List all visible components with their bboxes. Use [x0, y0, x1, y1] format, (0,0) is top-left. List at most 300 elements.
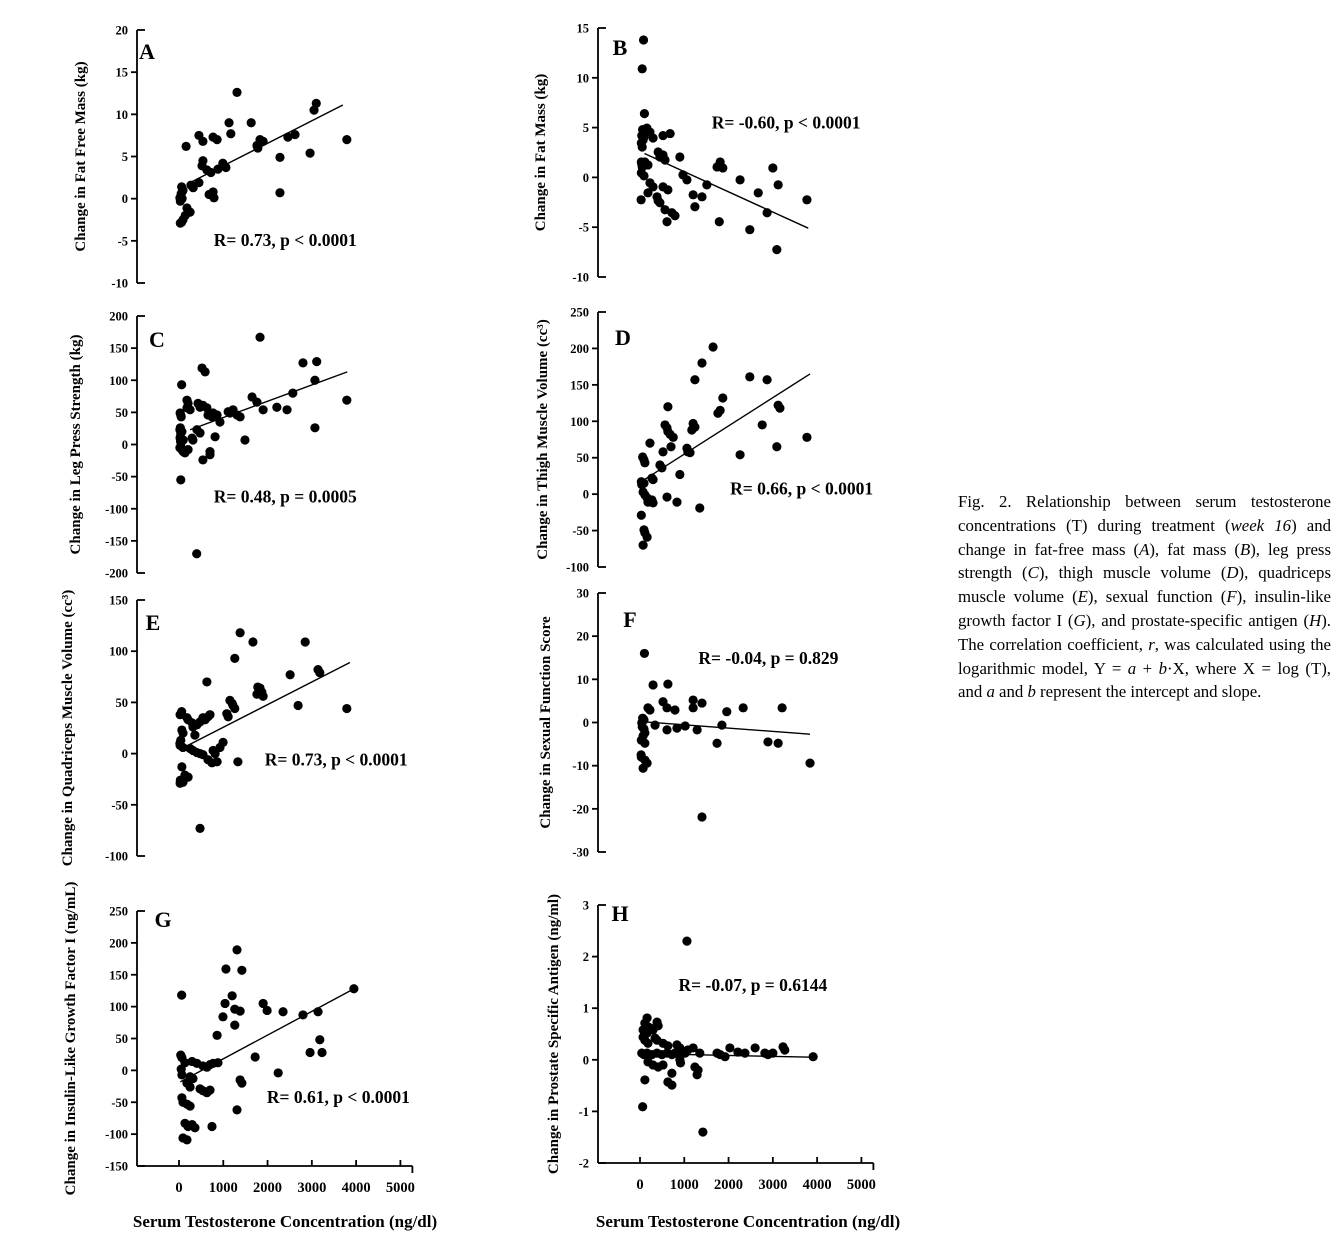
data-point	[663, 402, 672, 411]
y-tick-label: 100	[109, 373, 128, 388]
data-point	[202, 677, 211, 686]
caption-segment: ·X, where X = log (T), and	[958, 658, 1331, 702]
data-point	[317, 1048, 326, 1057]
data-point	[666, 442, 675, 451]
data-point	[805, 758, 814, 767]
data-point	[305, 1048, 314, 1057]
y-tick-label: -50	[111, 798, 128, 813]
data-point	[178, 215, 187, 224]
data-point	[230, 704, 239, 713]
caption-segment: C	[1027, 563, 1039, 583]
data-point	[772, 442, 781, 451]
y-tick-label: -50	[111, 470, 128, 485]
data-point	[774, 180, 783, 189]
data-point	[224, 712, 233, 721]
x-tick-label: 5000	[846, 1177, 876, 1193]
correlation-annotation: R= 0.73, p < 0.0001	[213, 229, 357, 250]
data-point	[255, 333, 264, 342]
y-tick-label: -100	[105, 502, 128, 517]
data-point	[666, 129, 675, 138]
correlation-annotation: R= -0.07, p = 0.6144	[678, 974, 828, 995]
caption-segment: ), sexual function (	[1087, 587, 1227, 607]
caption-segment: E	[1077, 587, 1088, 607]
panel-letter: G	[154, 907, 172, 932]
y-tick-label: 10	[115, 107, 128, 122]
y-tick-label: 250	[109, 904, 128, 919]
data-point	[212, 757, 221, 766]
data-point	[667, 1069, 676, 1078]
x-axis-title-left: Serum Testosterone Concentration (ng/dl)	[132, 1212, 438, 1231]
y-tick-label: 200	[570, 341, 589, 356]
data-point	[772, 245, 781, 254]
y-tick-label: 2	[582, 950, 589, 965]
y-tick-label: -5	[117, 234, 128, 249]
caption-segment: and	[994, 682, 1028, 702]
data-point	[648, 680, 657, 689]
y-tick-label: 15	[576, 21, 589, 36]
data-point	[210, 432, 219, 441]
caption-segment: ), leg press strength (	[958, 539, 1331, 583]
data-point	[212, 135, 221, 144]
correlation-annotation: R= 0.61, p < 0.0001	[266, 1087, 410, 1108]
y-tick-label: -1	[578, 1104, 589, 1119]
data-point	[218, 738, 227, 747]
data-point	[802, 433, 811, 442]
data-point	[718, 393, 727, 402]
correlation-annotation: R= 0.73, p < 0.0001	[264, 749, 408, 770]
data-point	[177, 762, 186, 771]
data-point	[682, 175, 691, 184]
data-point	[768, 163, 777, 172]
x-tick-label: 1000	[208, 1180, 238, 1196]
data-point	[670, 705, 679, 714]
data-point	[298, 358, 307, 367]
panel-letter: B	[612, 35, 628, 60]
data-point	[638, 1102, 647, 1111]
data-point	[638, 142, 647, 151]
panel-letter: A	[139, 39, 155, 64]
y-tick-label: 5	[121, 150, 128, 164]
data-point	[251, 1052, 260, 1061]
data-point	[185, 1082, 194, 1091]
data-point	[735, 175, 744, 184]
x-tick-label: 3000	[758, 1177, 788, 1193]
panel-letter: F	[623, 607, 637, 632]
panel-A	[73, 24, 357, 291]
y-tick-label: 100	[570, 414, 589, 429]
caption-segment: Fig. 2. Relationship between serum testosterone concentrations (T) during treatment (	[958, 492, 1331, 535]
y-tick-label: 3	[582, 898, 589, 913]
data-point	[310, 423, 319, 432]
data-point	[669, 433, 678, 442]
y-tick-label: 0	[121, 747, 128, 762]
y-tick-label: 30	[576, 586, 589, 601]
correlation-annotation: R= 0.66, p < 0.0001	[730, 478, 874, 499]
y-tick-label: 50	[576, 451, 589, 466]
data-point	[640, 1075, 649, 1084]
caption-segment: D	[1226, 563, 1239, 583]
data-point	[639, 35, 648, 44]
data-point	[309, 106, 318, 115]
y-axis-title: Change in Leg Press Strength (kg)	[68, 334, 84, 555]
data-point	[763, 737, 772, 746]
trend-line	[190, 105, 343, 183]
data-point	[282, 405, 291, 414]
data-point	[637, 511, 646, 520]
data-point	[735, 450, 744, 459]
data-point	[693, 1070, 702, 1079]
y-tick-label: 10	[576, 71, 589, 86]
correlation-annotation: R= -0.60, p < 0.0001	[711, 112, 861, 133]
data-point	[718, 163, 727, 172]
data-point	[176, 475, 185, 484]
data-point	[294, 701, 303, 710]
data-point	[232, 945, 241, 954]
data-point	[224, 118, 233, 127]
x-tick-label: 3000	[297, 1180, 327, 1196]
data-point	[205, 450, 214, 459]
data-point	[670, 211, 679, 220]
data-point	[780, 1045, 789, 1054]
data-point	[286, 670, 295, 679]
data-point	[185, 405, 194, 414]
x-axis-title-right: Serum Testosterone Concentration (ng/dl)	[595, 1212, 901, 1231]
panel-D	[535, 306, 873, 575]
data-point	[712, 739, 721, 748]
y-tick-label: -5	[578, 220, 589, 235]
data-point	[638, 541, 647, 550]
data-point	[725, 1043, 734, 1052]
caption-segment: ) and change in fat-free mass (	[958, 515, 1331, 559]
data-point	[205, 710, 214, 719]
data-point	[778, 703, 787, 712]
data-point	[675, 152, 684, 161]
data-point	[232, 1105, 241, 1114]
caption-segment: ), fat mass (	[1149, 539, 1240, 559]
data-point	[192, 549, 201, 558]
data-point	[637, 195, 646, 204]
data-point	[226, 129, 235, 138]
y-tick-label: 15	[115, 65, 128, 80]
caption-segment: b	[1158, 658, 1168, 678]
y-tick-label: 5	[582, 121, 589, 136]
y-axis-title: Change in Insulin-Like Growth Factor I (ng/mL)	[63, 881, 79, 1196]
data-point	[775, 404, 784, 413]
caption-segment: b	[1027, 682, 1036, 702]
data-point	[275, 153, 284, 162]
data-point	[248, 637, 257, 646]
trend-line	[190, 372, 347, 430]
data-point	[176, 197, 185, 206]
data-point	[640, 649, 649, 658]
data-point	[675, 470, 684, 479]
panel-C	[68, 310, 357, 581]
y-tick-label: -50	[572, 524, 589, 539]
data-point	[754, 188, 763, 197]
y-tick-label: -150	[105, 534, 128, 549]
data-point	[676, 1058, 685, 1067]
y-axis-title: Change in Fat Free Mass (kg)	[73, 61, 89, 252]
data-point	[745, 225, 754, 234]
y-tick-label: 200	[109, 309, 128, 324]
data-point	[230, 1021, 239, 1030]
data-point	[695, 503, 704, 512]
data-point	[236, 1006, 245, 1015]
panel-G	[63, 882, 415, 1196]
data-point	[745, 372, 754, 381]
data-point	[177, 991, 186, 1000]
data-point	[638, 64, 647, 73]
y-tick-label: 50	[115, 405, 128, 420]
y-tick-label: -50	[111, 1095, 128, 1110]
caption-segment: week 16	[1230, 515, 1292, 535]
data-point	[228, 991, 237, 1000]
panel-B	[533, 22, 861, 285]
panel-letter: C	[149, 327, 165, 352]
data-point	[682, 937, 691, 946]
y-tick-label: 250	[570, 305, 589, 320]
data-point	[662, 492, 671, 501]
caption-segment: ), and prostate-specific antigen (	[1085, 610, 1310, 630]
y-tick-label: 0	[582, 170, 589, 185]
correlation-annotation: R= 0.48, p = 0.0005	[213, 486, 357, 507]
caption-segment: A	[1139, 539, 1150, 559]
trend-line	[188, 662, 350, 745]
y-axis-title: Change in Sexual Function Score	[538, 616, 554, 829]
data-point	[259, 692, 268, 701]
x-tick-label: 2000	[253, 1180, 283, 1196]
caption-segment: r	[1148, 634, 1155, 654]
data-point	[188, 435, 197, 444]
data-point	[209, 193, 218, 202]
y-tick-label: -200	[105, 566, 128, 581]
data-point	[201, 367, 210, 376]
data-point	[645, 439, 654, 448]
data-point	[312, 357, 321, 366]
data-point	[275, 188, 284, 197]
data-point	[189, 183, 198, 192]
data-point	[774, 739, 783, 748]
data-point	[697, 698, 706, 707]
panel-H	[546, 894, 876, 1193]
x-tick-label: 2000	[714, 1177, 744, 1193]
data-point	[263, 1006, 272, 1015]
caption-segment: represent the intercept and slope.	[1035, 682, 1262, 702]
data-point	[758, 420, 767, 429]
data-point	[212, 1031, 221, 1040]
y-tick-label: -30	[572, 845, 589, 860]
data-point	[177, 380, 186, 389]
y-tick-label: 1	[582, 1001, 589, 1016]
y-tick-label: -100	[105, 849, 128, 864]
data-point	[177, 1070, 186, 1079]
y-tick-label: 20	[115, 23, 128, 38]
data-point	[663, 185, 672, 194]
data-point	[640, 739, 649, 748]
data-point	[236, 628, 245, 637]
data-point	[642, 533, 651, 542]
data-point	[183, 445, 192, 454]
caption-segment: a	[986, 682, 995, 702]
figure-caption	[958, 490, 1331, 704]
data-point	[274, 1068, 283, 1077]
data-point	[272, 403, 281, 412]
data-point	[230, 654, 239, 663]
data-point	[185, 1101, 194, 1110]
y-tick-label: 20	[576, 629, 589, 644]
data-point	[305, 149, 314, 158]
data-point	[643, 160, 652, 169]
data-point	[236, 412, 245, 421]
data-point	[654, 1021, 663, 1030]
data-point	[232, 88, 241, 97]
data-point	[195, 428, 204, 437]
x-tick-label: 4000	[802, 1177, 832, 1193]
data-point	[190, 731, 199, 740]
y-tick-label: 150	[109, 341, 128, 356]
y-tick-label: 10	[576, 672, 589, 687]
data-point	[708, 342, 717, 351]
data-point	[278, 1007, 287, 1016]
data-point	[695, 1048, 704, 1057]
data-point	[722, 707, 731, 716]
data-point	[342, 135, 351, 144]
y-tick-label: 0	[121, 192, 128, 207]
caption-segment: , was calculated using the logarithmic model, Y =	[958, 634, 1331, 678]
data-point	[342, 704, 351, 713]
y-tick-label: -2	[578, 1156, 589, 1171]
y-tick-label: 0	[582, 716, 589, 730]
data-point	[349, 984, 358, 993]
y-tick-label: 100	[109, 644, 128, 659]
y-tick-label: -10	[111, 276, 128, 291]
data-point	[751, 1043, 760, 1052]
data-point	[640, 458, 649, 467]
data-point	[259, 405, 268, 414]
data-point	[689, 703, 698, 712]
data-point	[182, 1135, 191, 1144]
data-point	[658, 447, 667, 456]
data-point	[690, 202, 699, 211]
correlation-annotation: R= -0.04, p = 0.829	[698, 647, 839, 668]
data-point	[233, 757, 242, 766]
caption-segment: ), quadriceps muscle volume (	[958, 563, 1331, 607]
data-point	[342, 396, 351, 405]
data-point	[762, 375, 771, 384]
data-point	[658, 1060, 667, 1069]
data-point	[198, 137, 207, 146]
y-tick-label: -10	[572, 270, 589, 285]
data-point	[220, 999, 229, 1008]
data-point	[237, 1079, 246, 1088]
y-tick-label: 50	[115, 695, 128, 710]
data-point	[720, 1052, 729, 1061]
data-point	[697, 358, 706, 367]
x-tick-label: 1000	[669, 1177, 699, 1193]
caption-segment: +	[1136, 658, 1159, 678]
data-point	[181, 142, 190, 151]
y-axis-title: Change in Quadriceps Muscle Volume (cc³)	[60, 589, 76, 867]
data-point	[639, 171, 648, 180]
y-tick-label: 150	[109, 968, 128, 983]
data-point	[207, 1122, 216, 1131]
panel-letter: D	[615, 325, 631, 350]
y-tick-label: -10	[572, 759, 589, 774]
caption-segment: a	[1127, 658, 1137, 678]
x-tick-label: 4000	[341, 1180, 371, 1196]
caption-segment: ), thigh muscle volume (	[1038, 563, 1227, 583]
x-tick-label: 0	[636, 1177, 644, 1193]
y-tick-label: -100	[566, 560, 589, 575]
data-point	[240, 435, 249, 444]
data-point	[640, 109, 649, 118]
panel-F	[538, 587, 839, 860]
caption-segment: F	[1226, 587, 1237, 607]
x-tick-label: 5000	[385, 1180, 415, 1196]
data-point	[698, 1127, 707, 1136]
y-tick-label: 200	[109, 936, 128, 951]
data-point	[697, 192, 706, 201]
data-point	[667, 1080, 676, 1089]
y-axis-title: Change in Thigh Muscle Volume (cc³)	[535, 319, 551, 560]
y-tick-label: 150	[109, 593, 128, 608]
data-point	[681, 721, 690, 730]
data-point	[663, 679, 672, 688]
y-tick-label: 100	[109, 1000, 128, 1015]
data-point	[648, 133, 657, 142]
data-point	[687, 425, 696, 434]
data-point	[739, 703, 748, 712]
y-tick-label: 50	[115, 1032, 128, 1046]
data-point	[689, 190, 698, 199]
data-point	[645, 705, 654, 714]
data-point	[638, 764, 647, 773]
data-point	[190, 1123, 199, 1132]
y-axis-title: Change in Fat Mass (kg)	[533, 73, 549, 232]
data-point	[247, 118, 256, 127]
data-point	[713, 409, 722, 418]
data-point	[195, 824, 204, 833]
data-point	[690, 375, 699, 384]
panel-letter: E	[145, 610, 161, 635]
data-point	[648, 498, 657, 507]
caption-segment: ). The correlation coefficient,	[958, 610, 1331, 654]
data-point	[802, 195, 811, 204]
caption-segment: G	[1073, 610, 1086, 630]
y-tick-label: 150	[570, 378, 589, 393]
y-tick-label: 0	[121, 1063, 128, 1078]
data-point	[301, 637, 310, 646]
data-point	[672, 498, 681, 507]
data-point	[237, 966, 246, 975]
y-tick-label: 0	[582, 487, 589, 502]
data-point	[315, 1035, 324, 1044]
data-point	[662, 217, 671, 226]
panel-letter: H	[611, 901, 629, 926]
data-point	[205, 1086, 214, 1095]
caption-segment: H	[1309, 610, 1322, 630]
data-point	[643, 188, 652, 197]
data-point	[697, 812, 706, 821]
y-tick-label: 0	[121, 438, 128, 452]
data-point	[178, 778, 187, 787]
y-tick-label: -20	[572, 802, 589, 817]
y-tick-label: -150	[105, 1159, 128, 1174]
y-axis-title: Change in Prostate Specific Antigen (ng/ml)	[546, 893, 562, 1175]
panel-E	[60, 590, 408, 867]
y-tick-label: 0	[582, 1053, 589, 1068]
data-point	[662, 703, 671, 712]
